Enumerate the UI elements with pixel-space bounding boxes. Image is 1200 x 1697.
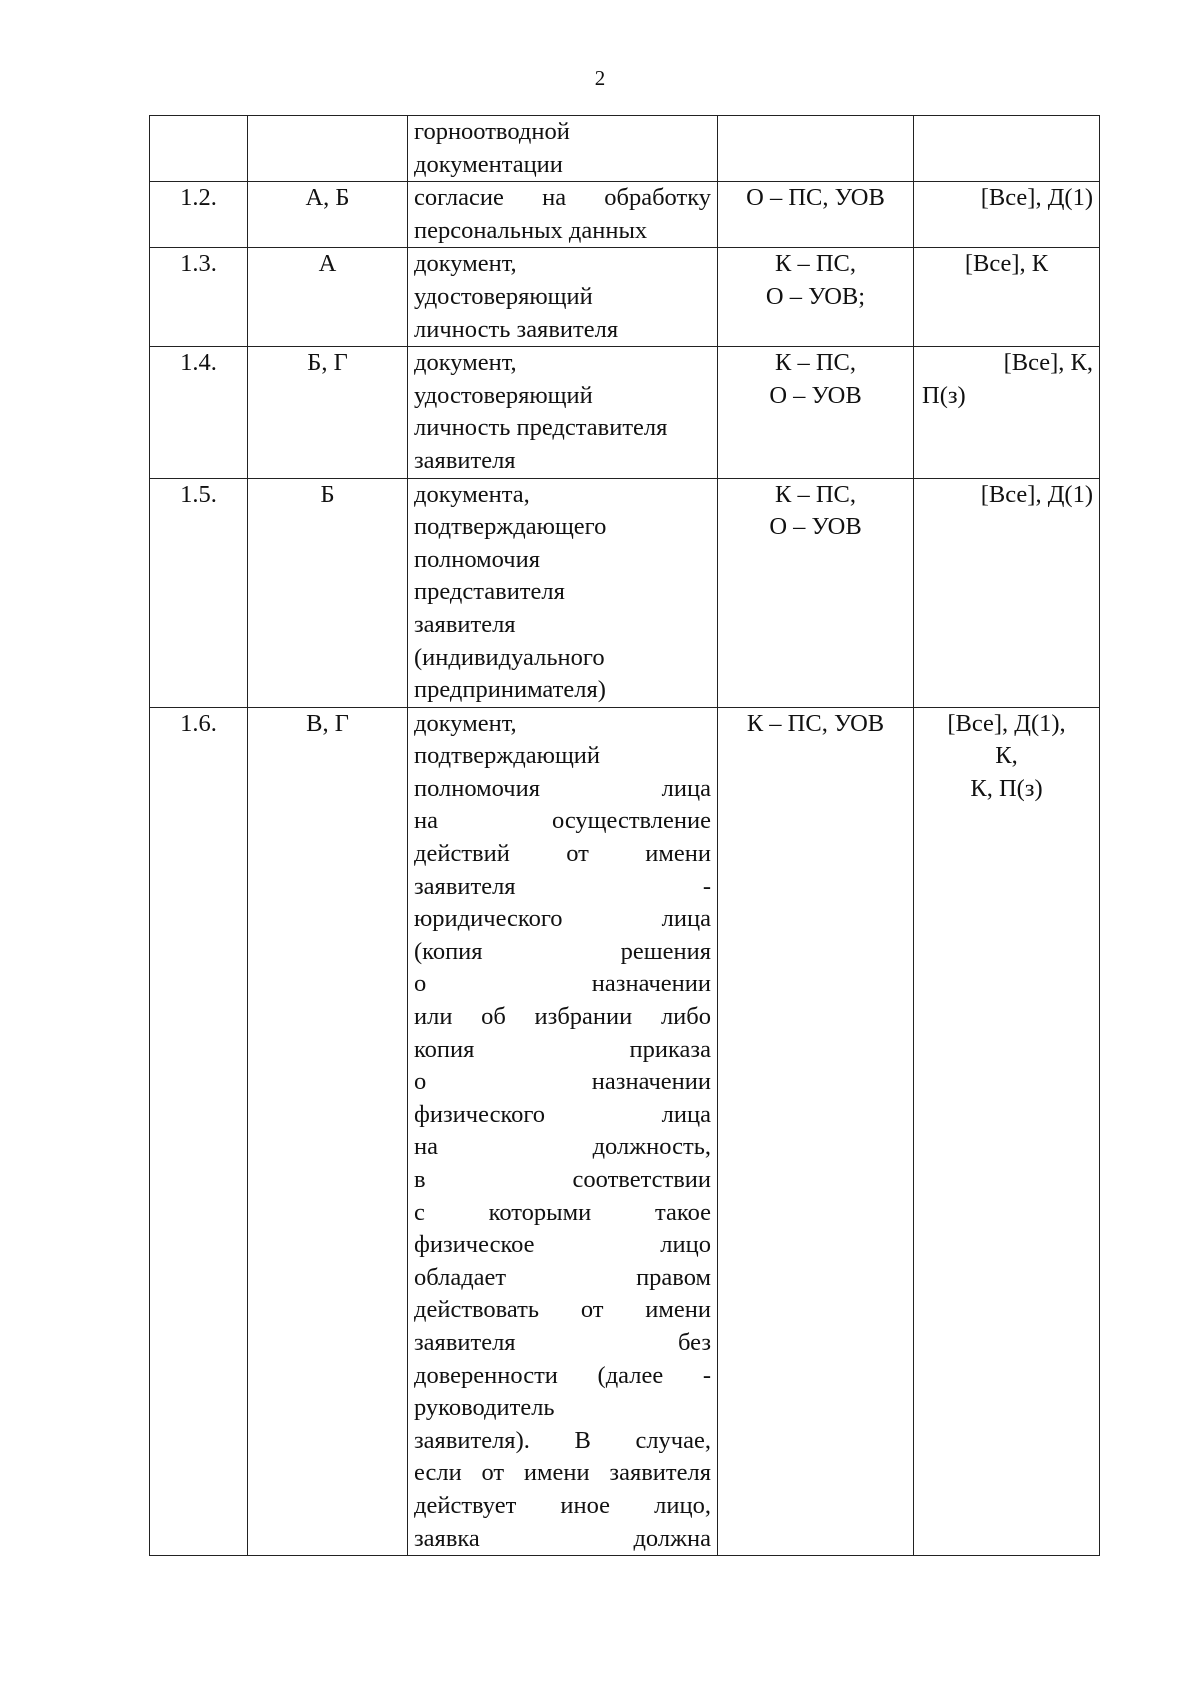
requirements-line: К, [995,742,1018,770]
description-line: документа, [414,480,530,508]
document-description-cell [408,478,718,707]
form-line: К – ПС, [774,349,856,377]
description-line: (индивидуального [414,643,605,671]
description-line: полномочия [414,545,540,573]
requirements-line: [Все], Д(1) [980,480,1093,508]
table-row [150,116,1100,182]
requirements-line: П(з) [922,381,966,409]
description-line: горноотводной [414,118,570,145]
description-line: подтверждающий [414,742,601,770]
requirements-cell [914,707,1100,1555]
description-line: на должность, [414,1133,711,1161]
description-line: документ, [414,349,517,377]
requirements-line: [Все], Д(1) [980,184,1093,212]
applicant-codes-cell: А [248,248,408,347]
description-line: заявителя без [414,1328,711,1356]
description-line: согласие на обработку [414,184,711,212]
submission-form-cell [718,347,914,478]
row-number-cell: 1.4. [150,347,248,478]
description-line: удостоверяющий [414,381,593,409]
description-line: личность представителя [414,414,668,442]
description-line: подтверждающего [414,513,607,541]
document-description-cell [408,248,718,347]
description-line: представителя [414,578,565,606]
description-line: с которыми такое [414,1198,711,1226]
row-number-cell: 1.5. [150,478,248,707]
description-line: обладает правом [414,1263,711,1291]
description-line: действовать от имени [414,1296,711,1324]
description-line: физическое лицо [414,1231,711,1259]
description-line: о назначении [414,970,711,998]
description-line: персональных данных [414,216,648,244]
document-description-cell [408,707,718,1555]
requirements-cell [914,478,1100,707]
description-line: копия приказа [414,1035,711,1063]
applicant-codes-cell: В, Г [248,707,408,1555]
form-line: К – ПС, [774,480,856,508]
applicant-codes-cell: А, Б [248,182,408,248]
form-line: К – ПС, УОВ [746,709,885,737]
description-line: или об избрании либо [414,1003,711,1031]
requirements-cell [914,248,1100,347]
description-line: документ, [414,709,517,737]
requirements-cell [914,116,1100,182]
documents-table [149,115,1100,1556]
form-line: О – ПС, УОВ [746,184,885,212]
description-line: полномочия лица [414,774,711,802]
document-description-cell [408,347,718,478]
description-line: заявителя [414,610,516,638]
description-line: (копия решения [414,937,711,965]
row-number-cell [150,116,248,182]
page-number: 2 [594,66,606,90]
description-line: на осуществление [414,807,711,835]
description-line: заявка должна [414,1524,711,1552]
description-line: документ, [414,250,517,278]
description-line: заявителя - [414,872,711,900]
description-line: предпринимателя) [414,676,606,704]
form-line: О – УОВ [769,381,862,409]
requirements-cell [914,347,1100,478]
description-line: о назначении [414,1068,711,1096]
submission-form-cell [718,707,914,1555]
description-line: личность заявителя [414,315,619,343]
description-line: заявителя). В случае, [414,1426,711,1454]
description-line: если от имени заявителя [414,1459,711,1487]
document-description-cell [408,182,718,248]
description-line: физического лица [414,1100,711,1128]
description-line: заявителя [414,446,516,474]
table-row [150,478,1100,707]
table-row [150,707,1100,1555]
applicant-codes-cell: Б, Г [248,347,408,478]
submission-form-cell [718,478,914,707]
document-description-cell [408,116,718,182]
description-line: действует иное лицо, [414,1491,711,1519]
requirements-line: [Все], К [964,250,1049,278]
table-row [150,347,1100,478]
applicant-codes-cell: Б [248,478,408,707]
description-line: юридического лица [414,905,711,933]
requirements-line: [Все], Д(1), [947,709,1066,737]
table-row [150,182,1100,248]
row-number-cell: 1.6. [150,707,248,1555]
description-line: доверенности (далее - [414,1361,711,1389]
submission-form-cell [718,248,914,347]
requirements-line: [Все], К, [1003,349,1093,377]
description-line: действий от имени [414,840,711,868]
form-line: О – УОВ [769,513,862,541]
description-line: удостоверяющий [414,282,593,310]
requirements-cell [914,182,1100,248]
submission-form-cell [718,182,914,248]
submission-form-cell [718,116,914,182]
description-line: в соответствии [414,1166,711,1193]
form-line: О – УОВ; [765,282,866,310]
table-row [150,248,1100,347]
form-line: К – ПС, [774,250,856,278]
description-line: руководитель [414,1394,555,1422]
description-line: документации [414,150,563,178]
row-number-cell: 1.2. [150,182,248,248]
requirements-line: К, П(з) [970,774,1043,802]
row-number-cell: 1.3. [150,248,248,347]
applicant-codes-cell [248,116,408,182]
